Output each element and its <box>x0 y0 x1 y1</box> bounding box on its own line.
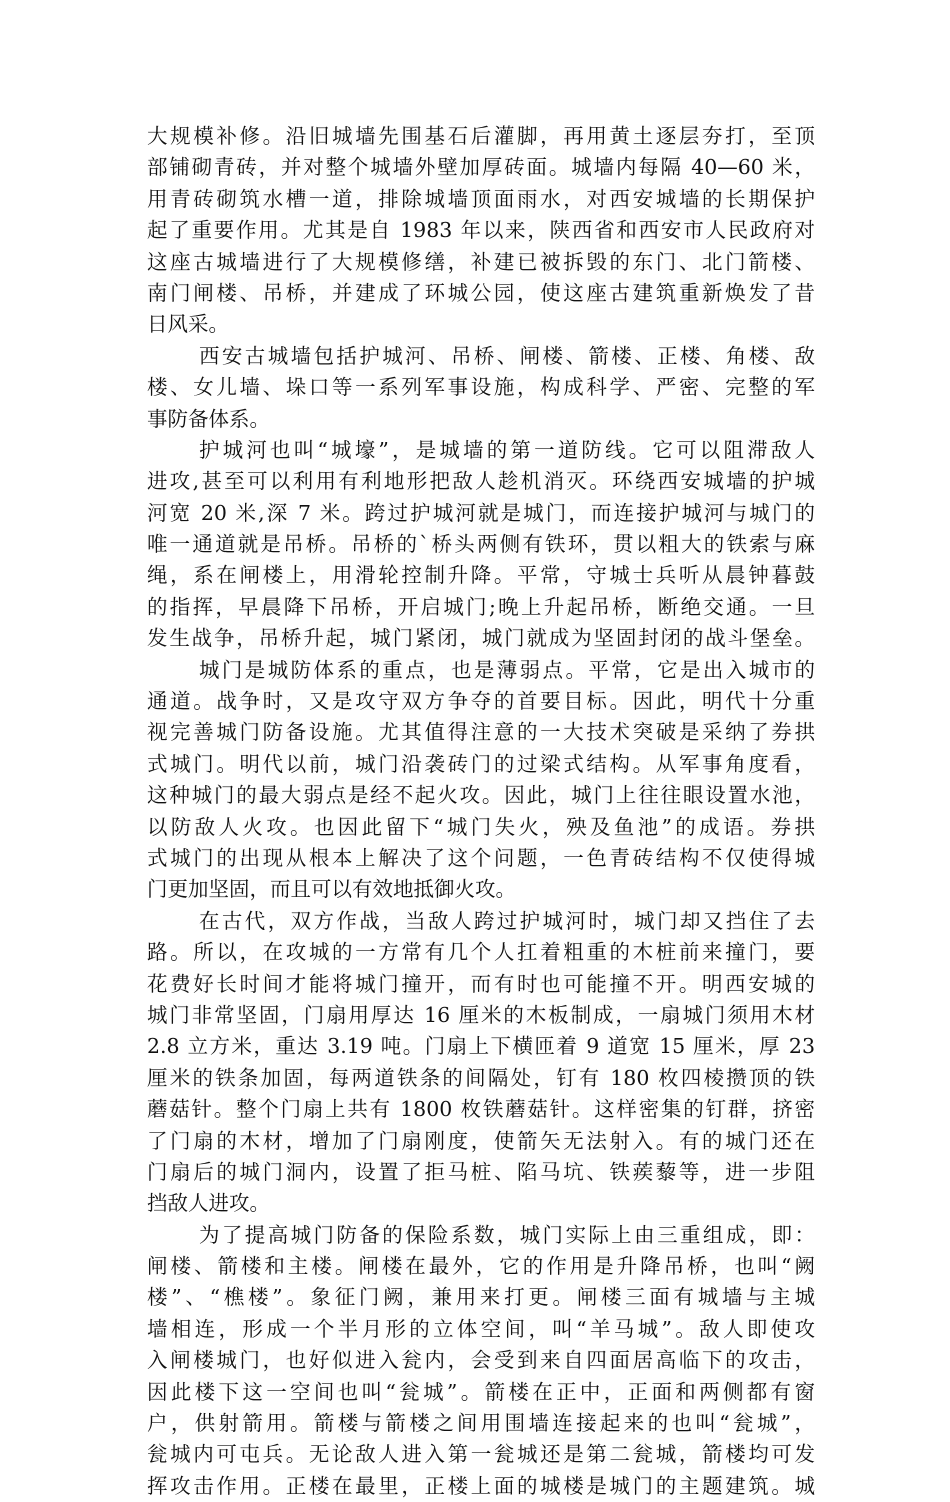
text-line: 河宽 20 米,深 7 米。跨过护城河就是城门，而连接护城河与城门的 <box>147 500 815 525</box>
text-line: 挥攻击作用。正楼在最里，正楼上面的城楼是城门的主题建筑。城 <box>147 1473 815 1498</box>
text-line: 部铺砌青砖，并对整个城墙外壁加厚砖面。城墙内每隔 40—60 米， <box>147 155 815 180</box>
text-line: 挡敌人进攻。 <box>147 1191 270 1216</box>
text-line: 厘米的铁条加固，每两道铁条的间隔处，钉有 180 枚四棱攒顶的铁 <box>147 1065 815 1090</box>
body-text <box>147 121 815 1502</box>
text-line: 因此楼下这一空间也叫“瓮城”。箭楼在正中，正面和两侧都有窗 <box>147 1379 815 1404</box>
text-line: 门更加坚固，而且可以有效地抵御火攻。 <box>147 877 516 902</box>
paragraph-first-line: 城门是城防体系的重点，也是薄弱点。平常，它是出入城市的 <box>199 657 815 682</box>
text-line: 用青砖砌筑水槽一道，排除城墙顶面雨水，对西安城墙的长期保护 <box>147 186 815 211</box>
paragraph-first-line: 为了提高城门防备的保险系数，城门实际上由三重组成，即： <box>199 1222 815 1247</box>
text-line: 南门闸楼、吊桥，并建成了环城公园，使这座古建筑重新焕发了昔 <box>147 280 815 305</box>
text-line: 通道。战争时，又是攻守双方争夺的首要目标。因此，明代十分重 <box>147 689 815 714</box>
text-line: 瓮城内可屯兵。无论敌人进入第一瓮城还是第二瓮城，箭楼均可发 <box>147 1442 815 1467</box>
text-line: 墙相连，形成一个半月形的立体空间，叫“羊马城”。敌人即使攻 <box>147 1316 815 1341</box>
text-line: 蘑菇针。整个门扇上共有 1800 枚铁蘑菇针。这样密集的钉群，挤密 <box>147 1097 815 1122</box>
text-line: 日风采。 <box>147 312 229 337</box>
text-line: 绳，系在闸楼上，用滑轮控制升降。平常，守城士兵听从晨钟暮鼓 <box>147 563 815 588</box>
text-line: 户，供射箭用。箭楼与箭楼之间用围墙连接起来的也叫“瓮城”， <box>147 1411 815 1436</box>
paragraph-first-line: 护城河也叫“城壕”，是城墙的第一道防线。它可以阻滞敌人 <box>199 437 815 462</box>
text-line: 发生战争，吊桥升起，城门紧闭，城门就成为坚固封闭的战斗堡垒。 <box>147 626 815 651</box>
text-line: 楼”、“樵楼”。象征门阙，兼用来打更。闸楼三面有城墙与主城 <box>147 1285 815 1310</box>
text-line: 以防敌人火攻。也因此留下“城门失火，殃及鱼池”的成语。券拱 <box>147 814 815 839</box>
text-line: 视完善城门防备设施。尤其值得注意的一大技术突破是采纳了券拱 <box>147 720 815 745</box>
text-line: 路。所以，在攻城的一方常有几个人扛着粗重的木桩前来撞门，要 <box>147 940 815 965</box>
text-line: 闸楼、箭楼和主楼。闸楼在最外，它的作用是升降吊桥，也叫“阙 <box>147 1254 815 1279</box>
text-line: 唯一通道就是吊桥。吊桥的`桥头两侧有铁环，贯以粗大的铁索与麻 <box>147 532 815 557</box>
text-line: 2.8 立方米，重达 3.19 吨。门扇上下横匝着 9 道宽 15 厘米，厚 23 <box>147 1034 815 1059</box>
text-line: 了门扇的木材，增加了门扇刚度，使箭矢无法射入。有的城门还在 <box>147 1128 815 1153</box>
text-line: 事防备体系。 <box>147 406 270 431</box>
text-line: 楼、女儿墙、垛口等一系列军事设施，构成科学、严密、完整的军 <box>147 375 815 400</box>
paragraph-first-line: 西安古城墙包括护城河、吊桥、闸楼、箭楼、正楼、角楼、敌 <box>199 343 815 368</box>
text-line: 城门非常坚固，门扇用厚达 16 厘米的木板制成，一扇城门须用木材 <box>147 1002 815 1027</box>
text-line: 式城门。明代以前，城门沿袭砖门的过梁式结构。从军事角度看， <box>147 751 815 776</box>
text-line: 大规模补修。沿旧城墙先围基石后灌脚，再用黄土逐层夯打，至顶 <box>147 124 815 148</box>
text-line: 门扇后的城门洞内，设置了拒马桩、陷马坑、铁蒺藜等，进一步阻 <box>147 1159 815 1184</box>
text-line: 入闸楼城门，也好似进入瓮内，会受到来自四面居高临下的攻击， <box>147 1348 815 1373</box>
text-line: 进攻,甚至可以利用有利地形把敌人趁机消灭。环绕西安城墙的护城 <box>147 469 815 494</box>
text-line: 式城门的出现从根本上解决了这个问题，一色青砖结构不仅使得城 <box>147 845 815 870</box>
text-line: 起了重要作用。尤其是自 1983 年以来，陕西省和西安市人民政府对 <box>147 218 815 243</box>
text-line: 花费好长时间才能将城门撞开，而有时也可能撞不开。明西安城的 <box>147 971 815 996</box>
paragraph-first-line: 在古代，双方作战，当敌人跨过护城河时，城门却又挡住了去 <box>199 908 815 933</box>
text-line: 的指挥，早晨降下吊桥，开启城门;晚上升起吊桥，断绝交通。一旦 <box>147 594 815 619</box>
text-line: 这座古城墙进行了大规模修缮，补建已被拆毁的东门、北门箭楼、 <box>147 249 815 274</box>
text-line: 这种城门的最大弱点是经不起火攻。因此，城门上往往眼设置水池， <box>147 783 815 808</box>
